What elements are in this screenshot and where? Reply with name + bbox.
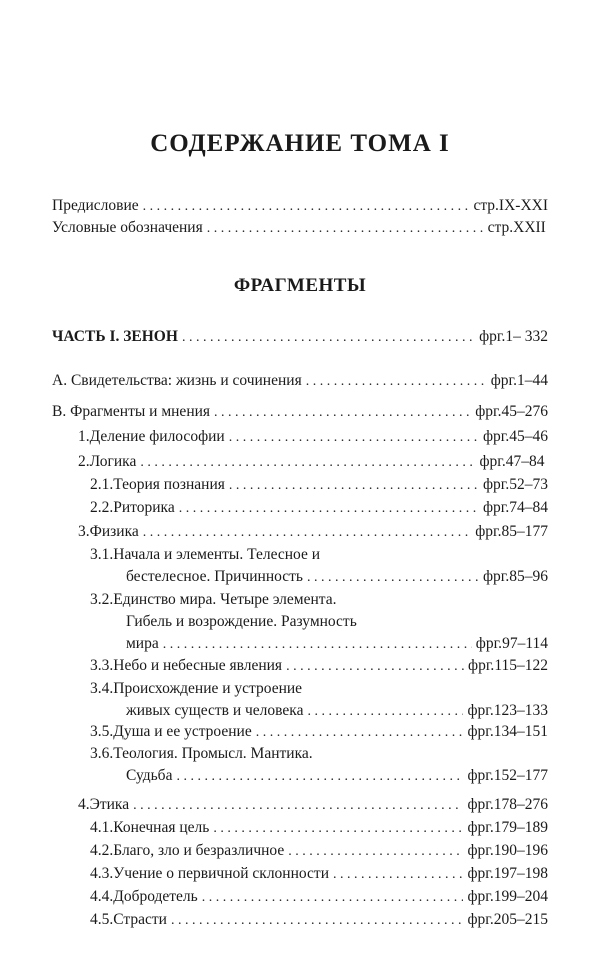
toc-label: мира — [126, 635, 159, 652]
page-prefix: фрг. — [467, 702, 494, 719]
page-range: 1–44 — [517, 372, 548, 389]
page-range: 85–177 — [501, 523, 548, 540]
leader-dots — [213, 818, 463, 840]
toc-label: Конечная цель — [113, 819, 210, 836]
page-range: 45–276 — [501, 403, 548, 420]
toc-entry — [90, 840, 548, 863]
toc-label-line: Происхождение и устроение — [113, 680, 303, 697]
toc-label: Логика — [89, 453, 137, 470]
leader-dots — [333, 864, 463, 886]
page-prefix: фрг. — [467, 723, 494, 740]
leader-dots — [176, 766, 463, 788]
toc-label: Предисловие — [52, 197, 139, 214]
page-range: XXII — [513, 219, 546, 236]
toc-entry — [78, 451, 548, 474]
toc-entry-multiline — [90, 743, 548, 788]
page-prefix: фрг. — [467, 842, 494, 859]
toc-entry — [90, 655, 548, 678]
page-prefix: стр. — [473, 197, 499, 214]
page-range: 190–196 — [493, 842, 548, 859]
toc-entry-abbreviations — [52, 217, 548, 240]
toc-entry — [90, 817, 548, 840]
toc-entry-multiline — [90, 544, 548, 589]
toc-number: 1. — [78, 428, 90, 445]
page-range: 97–114 — [502, 635, 548, 652]
leader-dots — [229, 475, 479, 497]
page-prefix: фрг. — [467, 888, 494, 905]
toc-number: 3.1. — [90, 546, 114, 563]
toc-label: Судьба — [126, 767, 173, 784]
toc-label: A. Свидетельства: жизнь и сочинения — [52, 372, 302, 389]
page-prefix: фрг. — [467, 796, 494, 813]
toc-number: 3.2. — [90, 591, 114, 608]
page-prefix: фрг. — [468, 657, 495, 674]
leader-dots — [140, 452, 475, 474]
page-prefix: фрг. — [479, 453, 506, 470]
toc-entry — [52, 401, 548, 424]
page-prefix: фрг. — [467, 767, 494, 784]
page-title: СОДЕРЖАНИЕ ТОМА I — [150, 130, 450, 157]
toc-label: Теория познания — [113, 476, 225, 493]
page-range: 199–204 — [493, 888, 548, 905]
leader-dots — [143, 522, 471, 544]
page-prefix: фрг. — [482, 499, 510, 516]
page-prefix: фрг. — [482, 428, 510, 445]
toc-label-line: Начала и элементы. Телесное и — [113, 546, 321, 563]
page-range: 197–198 — [493, 865, 548, 882]
toc-label-line: Теология. Промысл. Мантика. — [113, 745, 313, 762]
toc-number: 3.4. — [90, 680, 114, 697]
page-range: 179–189 — [493, 819, 548, 836]
toc-number: 4. — [78, 796, 90, 813]
toc-number: 3.5. — [90, 723, 114, 740]
leader-dots — [163, 634, 472, 656]
page-range: 178–276 — [493, 796, 548, 813]
page-range: 205–215 — [493, 911, 548, 928]
toc-number: 4.5. — [90, 911, 114, 928]
page-prefix: фрг. — [482, 476, 510, 493]
toc-label: живых существ и человека — [126, 702, 304, 719]
page-range: 123–133 — [493, 702, 548, 719]
page-range: 45–46 — [509, 428, 548, 445]
page-prefix: фрг. — [482, 568, 510, 585]
toc-label-line: Гибель и возрождение. Разумность — [126, 613, 357, 630]
toc-entry — [90, 886, 548, 909]
page-prefix: фрг. — [490, 372, 517, 389]
leader-dots — [306, 371, 487, 393]
toc-label: B. Фрагменты и мнения — [52, 403, 211, 420]
toc-entry — [52, 370, 548, 393]
toc-entry-multiline — [90, 589, 548, 656]
leader-dots — [179, 498, 479, 520]
toc-entry — [78, 794, 548, 817]
toc-label: Добродетель — [113, 888, 198, 905]
toc-label: Страсти — [113, 911, 167, 928]
toc-label: Небо и небесные явления — [113, 657, 283, 674]
toc-label: ЧАСТЬ I. ЗЕНОН — [52, 328, 178, 345]
leader-dots — [171, 910, 464, 932]
toc-entry — [78, 521, 548, 544]
toc-number: 2. — [78, 453, 90, 470]
toc-entry-part — [52, 326, 548, 349]
leader-dots — [214, 402, 471, 424]
page-prefix: фрг. — [467, 819, 494, 836]
page-range: 74–84 — [509, 499, 548, 516]
page-range: 47–84 — [505, 453, 545, 470]
page-prefix: фрг. — [467, 911, 494, 928]
page-prefix: фрг. — [467, 865, 494, 882]
toc-number: 4.4. — [90, 888, 114, 905]
toc-number: 2.2. — [90, 499, 114, 516]
toc-number: 4.1. — [90, 819, 114, 836]
toc-entry — [90, 474, 548, 497]
page-range: 152–177 — [493, 767, 548, 784]
toc-entry-preface — [52, 195, 548, 218]
toc-label: Деление философии — [89, 428, 225, 445]
leader-dots — [207, 218, 484, 240]
page-prefix: фрг. — [475, 403, 502, 420]
toc-label: Риторика — [113, 499, 175, 516]
toc-entry — [90, 497, 548, 520]
leader-dots — [256, 722, 464, 744]
page-range: 1– 332 — [505, 328, 548, 345]
leader-dots — [202, 887, 464, 909]
toc-label: Физика — [89, 523, 139, 540]
leader-dots — [288, 841, 463, 863]
leader-dots — [286, 656, 464, 678]
toc-label: Условные обозначения — [52, 219, 203, 236]
toc-entry — [90, 721, 548, 744]
leader-dots — [133, 795, 463, 817]
page-range: IX-XXI — [498, 197, 548, 214]
toc-entry — [78, 426, 548, 449]
toc-label: Учение о первичной склонности — [113, 865, 329, 882]
leader-dots — [307, 567, 479, 589]
page-prefix: стр. — [487, 219, 514, 236]
toc-number: 4.3. — [90, 865, 114, 882]
page-range: 115–122 — [494, 657, 548, 674]
toc-label: Душа и ее устроение — [113, 723, 252, 740]
toc-label: Благо, зло и безразличное — [113, 842, 285, 859]
leader-dots — [182, 327, 475, 349]
toc-label: Этика — [89, 796, 130, 813]
toc-number: 3. — [78, 523, 90, 540]
toc-number: 3.6. — [90, 745, 114, 762]
page-range: 52–73 — [509, 476, 548, 493]
page-prefix: фрг. — [479, 328, 506, 345]
toc-entry-multiline — [90, 678, 548, 723]
leader-dots — [307, 701, 463, 723]
section-title: ФРАГМЕНТЫ — [233, 275, 367, 296]
toc-number: 4.2. — [90, 842, 114, 859]
page-range: 85–96 — [509, 568, 548, 585]
leader-dots — [229, 427, 479, 449]
toc-number: 3.3. — [90, 657, 114, 674]
toc-label: бестелесное. Причинность — [126, 568, 304, 585]
page-range: 134–151 — [493, 723, 548, 740]
toc-number: 2.1. — [90, 476, 114, 493]
toc-entry — [90, 909, 548, 932]
leader-dots — [143, 196, 470, 218]
page-prefix: фрг. — [475, 635, 503, 652]
toc-label-line: Единство мира. Четыре элемента. — [113, 591, 337, 608]
toc-entry — [90, 863, 548, 886]
page-prefix: фрг. — [475, 523, 502, 540]
